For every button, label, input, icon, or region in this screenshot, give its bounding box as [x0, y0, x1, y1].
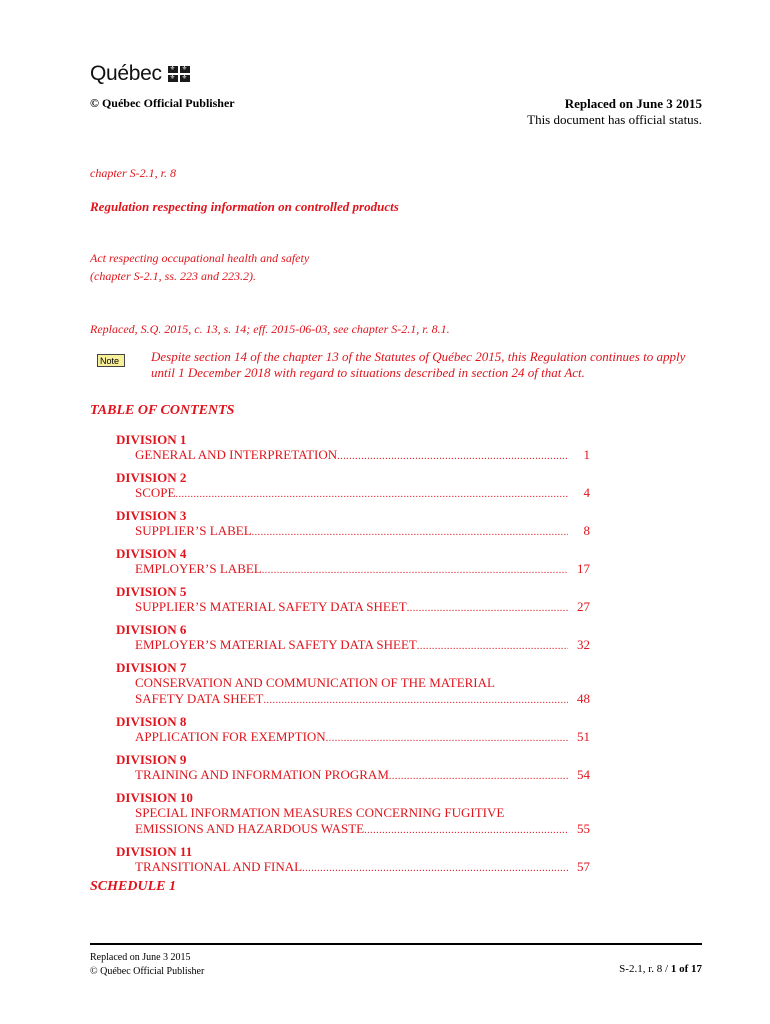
division-name: TRANSITIONAL AND FINAL — [135, 859, 303, 874]
division-label: DIVISION 9 — [116, 752, 187, 767]
official-status-text: This document has official status. — [527, 112, 702, 127]
division-label: DIVISION 7 — [116, 660, 187, 675]
page-number: 1 — [583, 447, 590, 462]
division-name: EMISSIONS AND HAZARDOUS WASTE — [135, 821, 365, 836]
footer-page-reference — [619, 963, 702, 975]
enabling-act — [90, 249, 309, 285]
division-label: DIVISION 10 — [116, 790, 193, 805]
footer-divider — [90, 943, 702, 945]
division-label: DIVISION 3 — [116, 508, 187, 523]
division-label: DIVISION 1 — [116, 432, 187, 447]
page-number: 8 — [583, 523, 590, 538]
toc-entry[interactable] — [116, 546, 590, 579]
table-of-contents — [116, 432, 590, 882]
publisher-label: © Québec Official Publisher — [90, 96, 235, 110]
schedule-link[interactable]: SCHEDULE 1 — [90, 879, 176, 894]
note-text: Despite section 14 of the chapter 13 of the Statutes of Québec 2015, this Regulation continues to apply until 1 December 2018 with regard to situations described in section 24 of that Act. — [151, 349, 686, 380]
page-number: 54 — [577, 767, 590, 782]
division-label: DIVISION 6 — [116, 622, 187, 637]
replaced-on-date: Replaced on June 3 2015 — [564, 96, 702, 111]
division-name: APPLICATION FOR EXEMPTION — [135, 729, 326, 744]
page-number: 27 — [577, 599, 590, 614]
toc-entry[interactable] — [116, 660, 590, 709]
division-name: SUPPLIER’S MATERIAL SAFETY DATA SHEET — [135, 599, 407, 614]
toc-entry[interactable] — [116, 584, 590, 617]
page-number: 48 — [577, 691, 590, 706]
division-name: EMPLOYER’S MATERIAL SAFETY DATA SHEET — [135, 637, 417, 652]
division-label: DIVISION 4 — [116, 546, 187, 561]
page-number: 32 — [577, 637, 590, 652]
logo-wordmark: Québec — [90, 62, 162, 85]
toc-entry[interactable] — [116, 622, 590, 655]
toc-entry[interactable] — [116, 432, 590, 465]
division-name-line1: SPECIAL INFORMATION MEASURES CONCERNING FUGITIVE — [135, 805, 505, 820]
toc-entry[interactable] — [116, 508, 590, 541]
division-name: SAFETY DATA SHEET — [135, 691, 264, 706]
status-block — [527, 96, 702, 128]
chapter-reference: chapter S-2.1, r. 8 — [90, 166, 176, 180]
toc-entry[interactable] — [116, 844, 590, 877]
division-name: EMPLOYER’S LABEL — [135, 561, 262, 576]
footer-replaced-on: Replaced on June 3 2015 — [90, 952, 191, 963]
division-name: TRAINING AND INFORMATION PROGRAM — [135, 767, 389, 782]
toc-entry[interactable] — [116, 714, 590, 747]
page-number: 51 — [577, 729, 590, 744]
division-label: DIVISION 5 — [116, 584, 187, 599]
page-number: 57 — [577, 859, 590, 874]
page-number: 4 — [583, 485, 590, 500]
footer-left — [90, 951, 204, 979]
quebec-logo — [90, 62, 190, 86]
note-icon[interactable]: Note — [97, 354, 125, 367]
act-sections: (chapter S-2.1, ss. 223 and 223.2). — [90, 269, 256, 283]
replacement-note[interactable]: Replaced, S.Q. 2015, c. 13, s. 14; eff. 2015-06-03, see chapter S-2.1, r. 8.1. — [90, 322, 450, 336]
footer-publisher: © Québec Official Publisher — [90, 966, 205, 977]
footer-ref: S-2.1, r. 8 / — [619, 963, 671, 975]
page-number: 55 — [577, 821, 590, 836]
toc-entry[interactable] — [116, 470, 590, 503]
act-name-link[interactable]: Act respecting occupational health and safety — [90, 251, 310, 265]
division-name-line1: CONSERVATION AND COMMUNICATION OF THE MATERIAL — [135, 675, 495, 690]
division-label: DIVISION 8 — [116, 714, 187, 729]
toc-entry[interactable] — [116, 790, 590, 839]
toc-title: TABLE OF CONTENTS — [90, 403, 235, 418]
division-name: SUPPLIER’S LABEL — [135, 523, 252, 538]
fleur-de-lis-flag-icon: ⚜ ⚜ ⚜ ⚜ — [168, 66, 190, 82]
division-name: GENERAL AND INTERPRETATION — [135, 447, 338, 462]
footer-page-count: 1 of 17 — [670, 963, 702, 975]
toc-entry[interactable] — [116, 752, 590, 785]
division-label: DIVISION 2 — [116, 470, 187, 485]
division-label: DIVISION 11 — [116, 844, 193, 859]
division-name: SCOPE — [135, 485, 176, 500]
regulation-title: Regulation respecting information on controlled products — [90, 199, 399, 214]
page-number: 17 — [577, 561, 590, 576]
